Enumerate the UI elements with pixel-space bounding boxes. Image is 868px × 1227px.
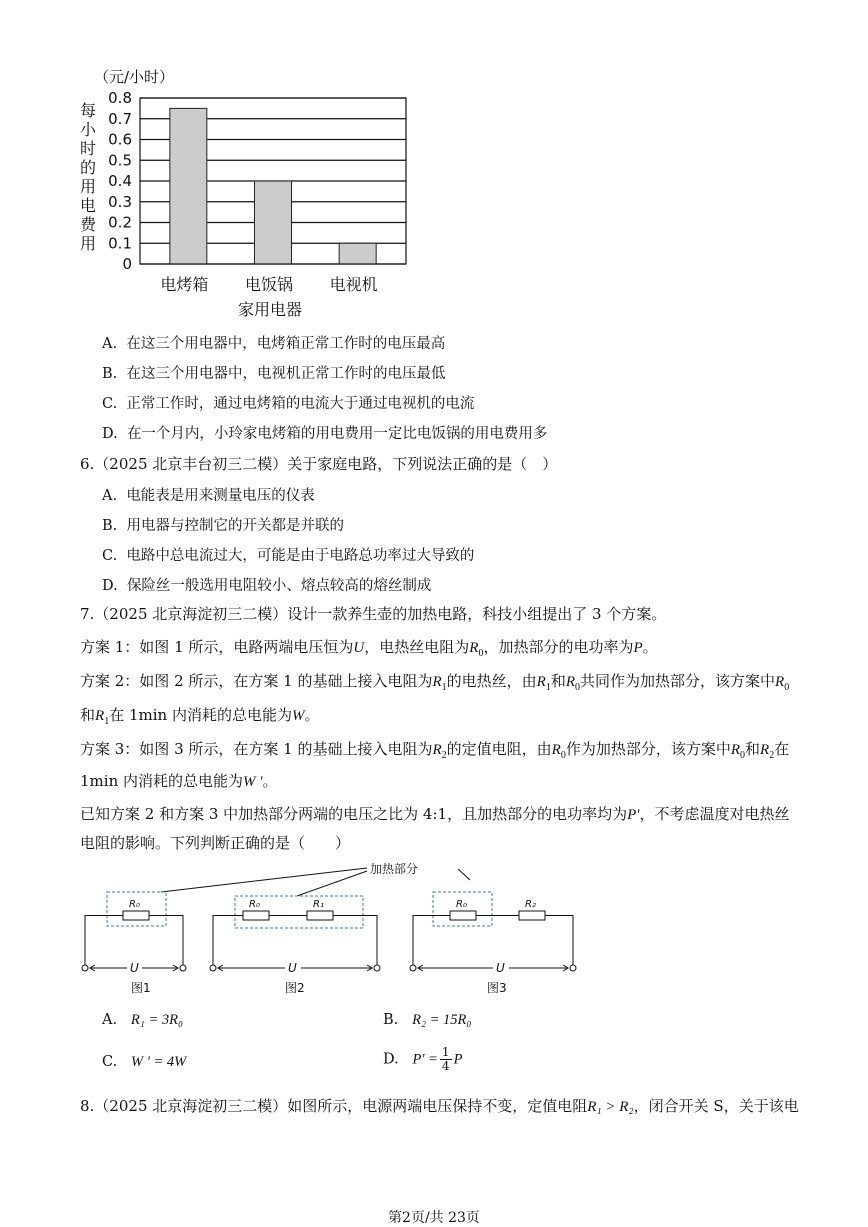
x-axis-title: 家用电器 <box>237 300 303 319</box>
leader-line-fig1 <box>161 868 367 892</box>
y-tick-label: 0.1 <box>108 234 132 253</box>
r1-label-fig2: R₁ <box>313 899 324 910</box>
q5-option-b: B. 在这三个用电器中，电视机正常工作时的电压最低 <box>102 366 446 382</box>
q6-option-c: C. 电路中总电流过大，可能是由于电路总功率过大导致的 <box>102 548 475 564</box>
circuit-figures <box>75 858 590 1000</box>
q6-option-d: D. 保险丝一般选用电阻较小、熔点较高的熔丝制成 <box>102 578 432 594</box>
resistor-r2-fig3 <box>519 911 545 920</box>
q7-option-a: A. R₁ = 3R₀ <box>102 1012 184 1028</box>
resistor-r0-fig2 <box>243 911 269 920</box>
q7-option-c: C. W ' = 4W <box>102 1054 187 1070</box>
y-axis-title-char: 用 <box>79 177 97 196</box>
y-tick-label: 0 <box>122 255 132 273</box>
r0-label-fig2: R₀ <box>249 899 260 910</box>
q6-option-b: B. 用电器与控制它的开关都是并联的 <box>102 518 344 534</box>
y-tick-label: 0.2 <box>108 213 132 232</box>
y-tick-label: 0.3 <box>108 192 132 211</box>
q7-plan1: 方案 1：如图 1 所示，电路两端电压恒为U，电热丝电阻为$R_0$，加热部分的电功率为P。 <box>80 638 658 659</box>
q8-stem: 8.（2025 北京海淀初三二模）如图所示，电源两端电压保持不变，定值电阻R₁ > R₂，闭合开关 S，关于该电 <box>80 1097 799 1115</box>
y-axis-title <box>80 101 97 253</box>
q7-plan3-line2: 1min 内消耗的总电能为W '。 <box>80 772 278 790</box>
bar <box>255 181 292 264</box>
leader-line-fig3 <box>458 869 470 880</box>
y-tick-label: 0.5 <box>108 151 132 170</box>
y-axis-title-char: 用 <box>79 234 97 253</box>
y-axis-title-char: 的 <box>79 158 97 177</box>
x-tick-label: 电饭锅 <box>244 275 294 294</box>
y-axis-title-char: 时 <box>79 139 97 158</box>
q7-condition-line1: 已知方案 2 和方案 3 中加热部分两端的电压之比为 4:1，且加热部分的电功率均为P'，不考虑温度对电热丝 <box>80 805 790 823</box>
q5-option-c: C. 正常工作时，通过电烤箱的电流大于通过电视机的电流 <box>102 396 475 412</box>
r2-label-fig3: R₂ <box>525 899 536 910</box>
x-tick-labels <box>160 275 377 294</box>
heating-part-label: 加热部分 <box>370 862 419 876</box>
u-label-fig1: U <box>130 961 139 975</box>
y-axis-title-char: 小 <box>79 120 97 139</box>
y-tick-labels <box>108 89 132 273</box>
y-tick-label: 0.4 <box>108 172 132 190</box>
bar <box>170 108 207 264</box>
y-tick-label: 0.7 <box>108 109 132 128</box>
resistor-r0-fig1 <box>123 911 149 920</box>
y-tick-label: 0.8 <box>108 89 132 107</box>
r0-label-fig3: R₀ <box>456 899 467 910</box>
q6-option-a: A. 电能表是用来测量电压的仪表 <box>102 488 315 504</box>
fig1-caption: 图1 <box>131 981 151 995</box>
q7-condition-line2: 电阻的影响。下列判断正确的是（ ） <box>80 834 351 852</box>
q7-plan2-line2: 和$R_1$在 1min 内消耗的总电能为W。 <box>80 706 320 727</box>
fig2-caption: 图2 <box>285 981 305 995</box>
resistor-r0-fig3 <box>450 911 476 920</box>
u-label-fig2: U <box>288 961 297 975</box>
q5-option-a: A. 在这三个用电器中，电烤箱正常工作时的电压最高 <box>102 336 446 352</box>
q7-stem: 7.（2025 北京海淀初三二模）设计一款养生壶的加热电路，科技小组提出了 3 个方案。 <box>80 605 667 623</box>
q5-option-d: D. 在一个月内，小玲家电烤箱的用电费用一定比电饭锅的用电费用多 <box>102 426 548 442</box>
fig3-caption: 图3 <box>487 981 507 995</box>
q6-stem: 6.（2025 北京丰台初三二模）关于家庭电路，下列说法正确的是（ ） <box>80 455 558 473</box>
resistor-r1-fig2 <box>307 911 333 920</box>
chart-unit-label: （元/小时） <box>94 68 175 86</box>
x-tick-label: 电烤箱 <box>160 275 209 294</box>
x-tick-label: 电视机 <box>329 275 378 294</box>
u-label-fig3: U <box>496 961 505 975</box>
bar-chart <box>70 60 420 325</box>
page-footer: 第2页/共 23页 <box>388 1210 480 1226</box>
circuit-fig3 <box>410 892 576 971</box>
q7-option-d: D. P' = $\frac{1}{4}$ P <box>383 1045 463 1073</box>
circuit-fig2 <box>210 896 380 971</box>
q7-plan2-line1: 方案 2：如图 2 所示，在方案 1 的基础上接入电阻为$R_1$的电热丝，由$R_1$和$R_0$共同作为加热部分，该方案中$R_0$ <box>80 672 790 693</box>
y-axis-title-char: 电 <box>79 196 97 215</box>
y-tick-label: 0.6 <box>108 130 132 149</box>
bar <box>339 243 376 264</box>
r0-label-fig1: R₀ <box>129 899 140 910</box>
bars <box>170 108 376 264</box>
q7-option-b: B. R₂ = 15R₀ <box>383 1012 472 1028</box>
q7-plan3-line1: 方案 3：如图 3 所示，在方案 1 的基础上接入电阻为$R_2$的定值电阻，由$R_0$作为加热部分，该方案中$R_0$和$R_2$在 <box>80 740 790 761</box>
y-axis-title-char: 费 <box>79 215 97 234</box>
y-axis-title-char: 每 <box>79 101 97 120</box>
